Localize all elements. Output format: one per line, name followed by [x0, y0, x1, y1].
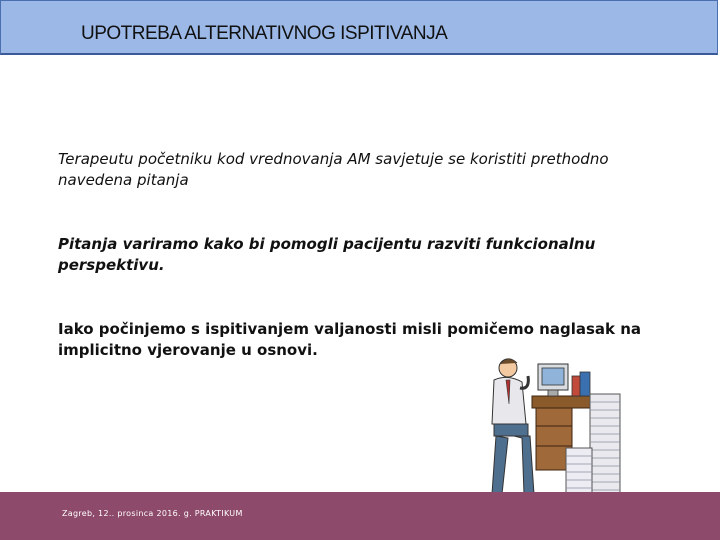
title-bar — [0, 0, 718, 55]
footer-bar — [0, 492, 720, 540]
man-at-desk-with-papers-clipart — [480, 354, 642, 510]
footer-text: Zagreb, 12.. prosinca 2016. g. PRAKTIKUM — [62, 509, 243, 518]
paragraph-2: Pitanja variramo kako bi pomogli pacijentu razviti funkcionalnu perspektivu. — [58, 235, 596, 274]
paragraph-1: Terapeutu početniku kod vrednovanja AM savjetuje se koristiti prethodno navedena pitanja — [58, 150, 609, 189]
slide-title: UPOTREBA ALTERNATIVNOG ISPITIVANJA — [81, 23, 448, 44]
paragraph-3: Iako počinjemo s ispitivanjem valjanosti misli pomičemo naglasak na implicitno vjerovanje u osnovi. — [58, 320, 642, 359]
